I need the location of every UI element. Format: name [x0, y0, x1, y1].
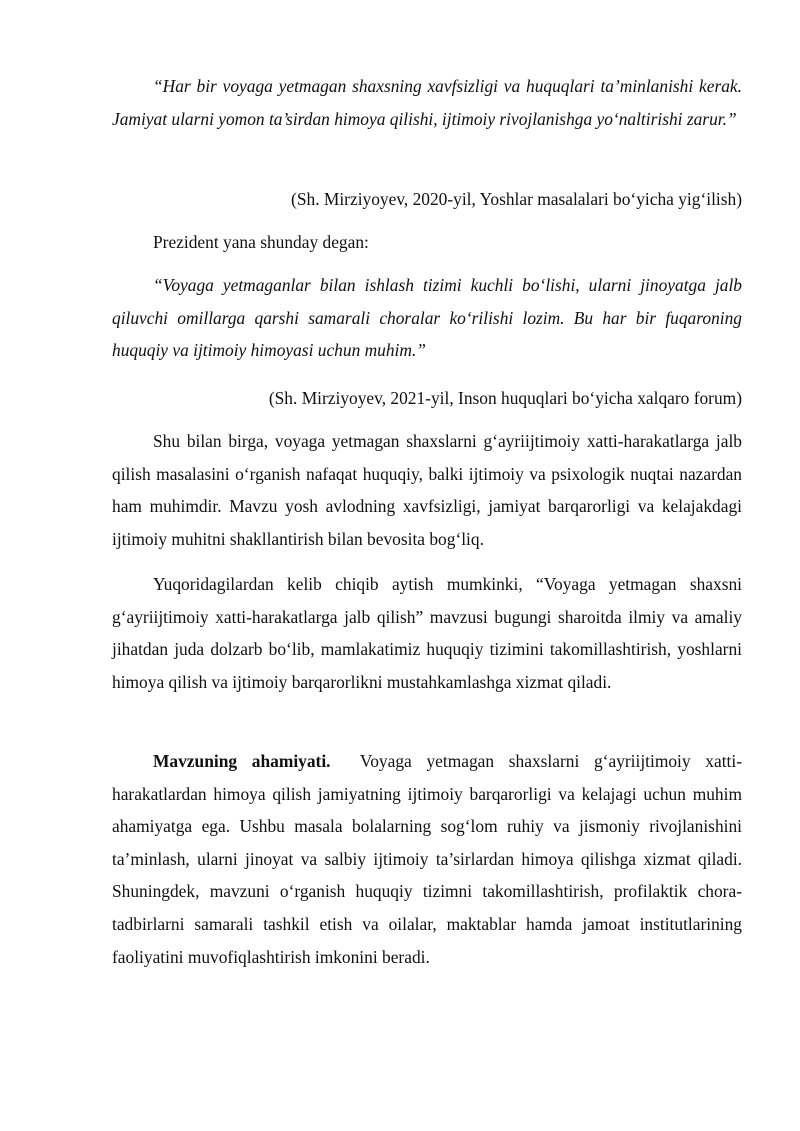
- quote-2-source: (Sh. Mirziyoyev, 2021-yil, Inson huquqlari bo‘yicha xalqaro forum): [268, 388, 742, 408]
- section-text: Voyaga yetmagan shaxslarni g‘ayriijtimoiy xatti-harakatlardan himoya qilish jamiyatning ijtimoiy barqarorligi va kelajagi uchun muhim ahamiyatga ega. Ushbu masala bolalarning sog‘lom ruhiy va jismoniy rivojlanishini ta’minlash, ularni jinoyat va salbiy ijtimoiy ta’sirlardan himoya qilishga xizmat qiladi. Shuningdek, mavzuni o‘rganish huquqiy tizimni takomillashtirish, profilaktik chora-tadbirlarni samarali tashkil etish va oilalar, maktablar hamda jamoat institutlarining faoliyatini muvofiqlashtirish imkonini beradi.: [112, 751, 742, 967]
- section-heading: Mavzuning ahamiyati.: [153, 751, 331, 771]
- quote-1: “Har bir voyaga yetmagan shaxsning xavfsizligi va huquqlari ta’minlanishi kerak. Jamiyat ularni yomon ta’sirdan himoya qilishi, ijtimoiy rivojlanishga yo‘naltirishi zarur.”: [112, 76, 742, 129]
- quote-2: “Voyaga yetmaganlar bilan ishlash tizimi kuchli bo‘lishi, ularni jinoyatga jalb qiluvchi omillarga qarshi samarali choralar ko‘rilishi lozim. Bu har bir fuqaroning huquqiy va ijtimoiy himoyasi uchun muhim.”: [112, 275, 742, 361]
- paragraph-2: Yuqoridagilardan kelib chiqib aytish mumkinki, “Voyaga yetmagan shaxsni g‘ayriijtimoiy xatti-harakatlarga jalb qilish” mavzusi bugungi sharoitda ilmiy va amaliy jihatdan juda dolzarb bo‘lib, mamlakatimiz huquqiy tizimini takomillashtirish, yoshlarni himoya qilish va ijtimoiy barqarorlikni mustahkamlashga xizmat qiladi.: [112, 574, 742, 692]
- quote-1-source: (Sh. Mirziyoyev, 2020-yil, Yoshlar masalalari bo‘yicha yig‘ilish): [291, 189, 742, 209]
- paragraph-1: Shu bilan birga, voyaga yetmagan shaxslarni g‘ayriijtimoiy xatti-harakatlarga jalb qilish masalasini o‘rganish nafaqat huquqiy, balki ijtimoiy va psixologik nuqtai nazardan ham muhimdir. Mavzu yosh avlodning xavfsizligi, jamiyat barqarorligi va kelajakdagi ijtimoiy muhitni shakllantirish bilan bevosita bog‘liq.: [112, 431, 742, 549]
- intro-line: Prezident yana shunday degan:: [153, 232, 369, 252]
- section-paragraph: [112, 745, 742, 973]
